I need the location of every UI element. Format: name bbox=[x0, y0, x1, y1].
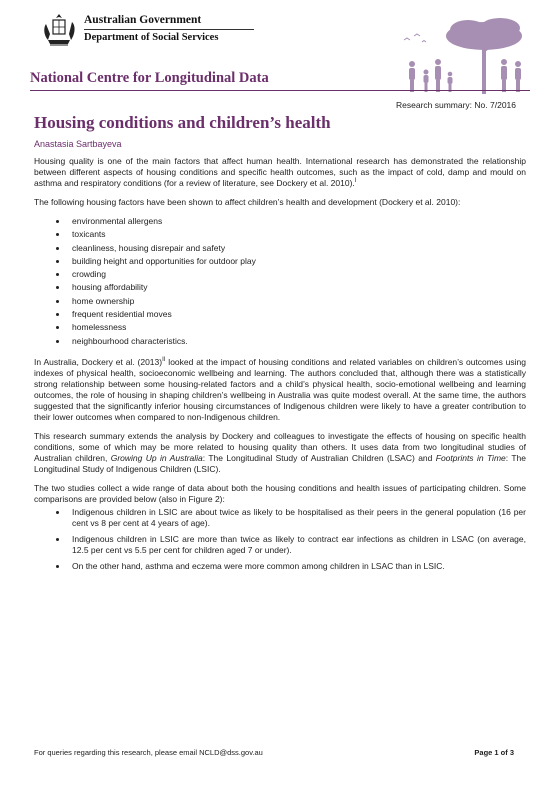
list-item: • Indigenous children in LSIC are about twice as likely to be hospitalised as their peers in the general population (16 per cent vs 8 per cent at 4 years of age). bbox=[68, 507, 526, 529]
paragraph-factors-intro: The following housing factors have been shown to affect children’s health and development (Dockery et al. 2010): bbox=[34, 197, 461, 207]
organisation-banner: National Centre for Longitudinal Data bbox=[30, 70, 269, 86]
coat-of-arms-icon bbox=[40, 12, 78, 48]
list-item: • Indigenous children in LSIC are more than twice as likely to contract ear infections as children in LSAC (on average, 12.5 per cent vs 5.5 per cent for children aged 7 or under). bbox=[68, 534, 526, 556]
page-number: Page 1 of 3 bbox=[474, 748, 514, 757]
list-item: • environmental allergens bbox=[68, 216, 526, 227]
paragraph-comparisons-intro: The two studies collect a wide range of data about both the housing conditions and health issues of participating children. Some comparisons are provided below (also in Figure 2): bbox=[34, 482, 526, 504]
list-item: • homelessness bbox=[68, 322, 526, 333]
gov-divider bbox=[84, 29, 254, 30]
list-item: • frequent residential moves bbox=[68, 309, 526, 320]
document-title: Housing conditions and children’s health bbox=[34, 113, 331, 132]
document-body bbox=[34, 156, 526, 577]
comparisons-list bbox=[34, 507, 526, 572]
list-item: • home ownership bbox=[68, 296, 526, 307]
paragraph-dockery: In Australia, Dockery et al. $(2013)^{II}$ looked at the impact of housing conditions and related variables on children’s outcomes using indexes of physical health, socioeconomic wellbeing and learning. The authors concluded that, although there was a statistically strong relationship between some housing-related factors and a child’s physical health, socio-emotional wellbeing and learning outcomes, the role of housing in shaping children’s wellbeing in Australia was quite modest overall. At the same time, the authors suggested that the significantly inferior housing circumstances of Indigenous children were likely to have a greater contribution to their lower outcomes when compared to non-Indigenous children. bbox=[34, 356, 527, 422]
list-item: • cleanliness, housing disrepair and safety bbox=[68, 243, 526, 254]
paragraph-extension: This research summary extends the analysis by Dockery and colleagues to investigate the effects of housing on specific health conditions, some of which may be more related to housing quality than others. It uses data from two longitudinal studies of Australian children, Growing Up in Australia: The Longitudinal Study of Australian Children (LSAC) and Footprints in Time: The Longitudinal Study of Indigenous Children (LSIC). bbox=[34, 430, 527, 474]
list-item: • housing affordability bbox=[68, 282, 526, 293]
endnote-ref: I bbox=[354, 178, 357, 185]
list-item: • crowding bbox=[68, 269, 526, 280]
footer-query-text: For queries regarding this research, please email NCLD@dss.gov.au bbox=[34, 748, 263, 757]
endnote-ref: II bbox=[162, 356, 166, 363]
paragraph-intro: Housing quality is one of the main factors that affect human health. International research has demonstrated the relationship between different aspects of housing conditions and specific health outcomes, such as the impact of cold, damp and mould on asthma and respiratory conditions (for a review of literature, see Dockery et al. 2010).$^I$ bbox=[34, 156, 526, 188]
gov-line-1: Australian Government bbox=[84, 14, 202, 26]
page-footer bbox=[34, 748, 514, 757]
housing-factors-list bbox=[34, 216, 526, 347]
list-item: • toxicants bbox=[68, 229, 526, 240]
banner-divider bbox=[30, 90, 530, 91]
family-tree-illustration-icon bbox=[392, 14, 530, 98]
research-summary-number: Research summary: No. 7/2016 bbox=[396, 100, 516, 110]
government-wordmark bbox=[84, 14, 254, 44]
author-name: Anastasia Sartbayeva bbox=[34, 139, 122, 149]
list-item: • neighbourhood characteristics. bbox=[68, 336, 526, 347]
gov-line-2: Department of Social Services bbox=[84, 32, 219, 43]
list-item: • On the other hand, asthma and eczema were more common among children in LSAC than in LSIC. bbox=[68, 561, 526, 572]
list-item: • building height and opportunities for outdoor play bbox=[68, 256, 526, 267]
